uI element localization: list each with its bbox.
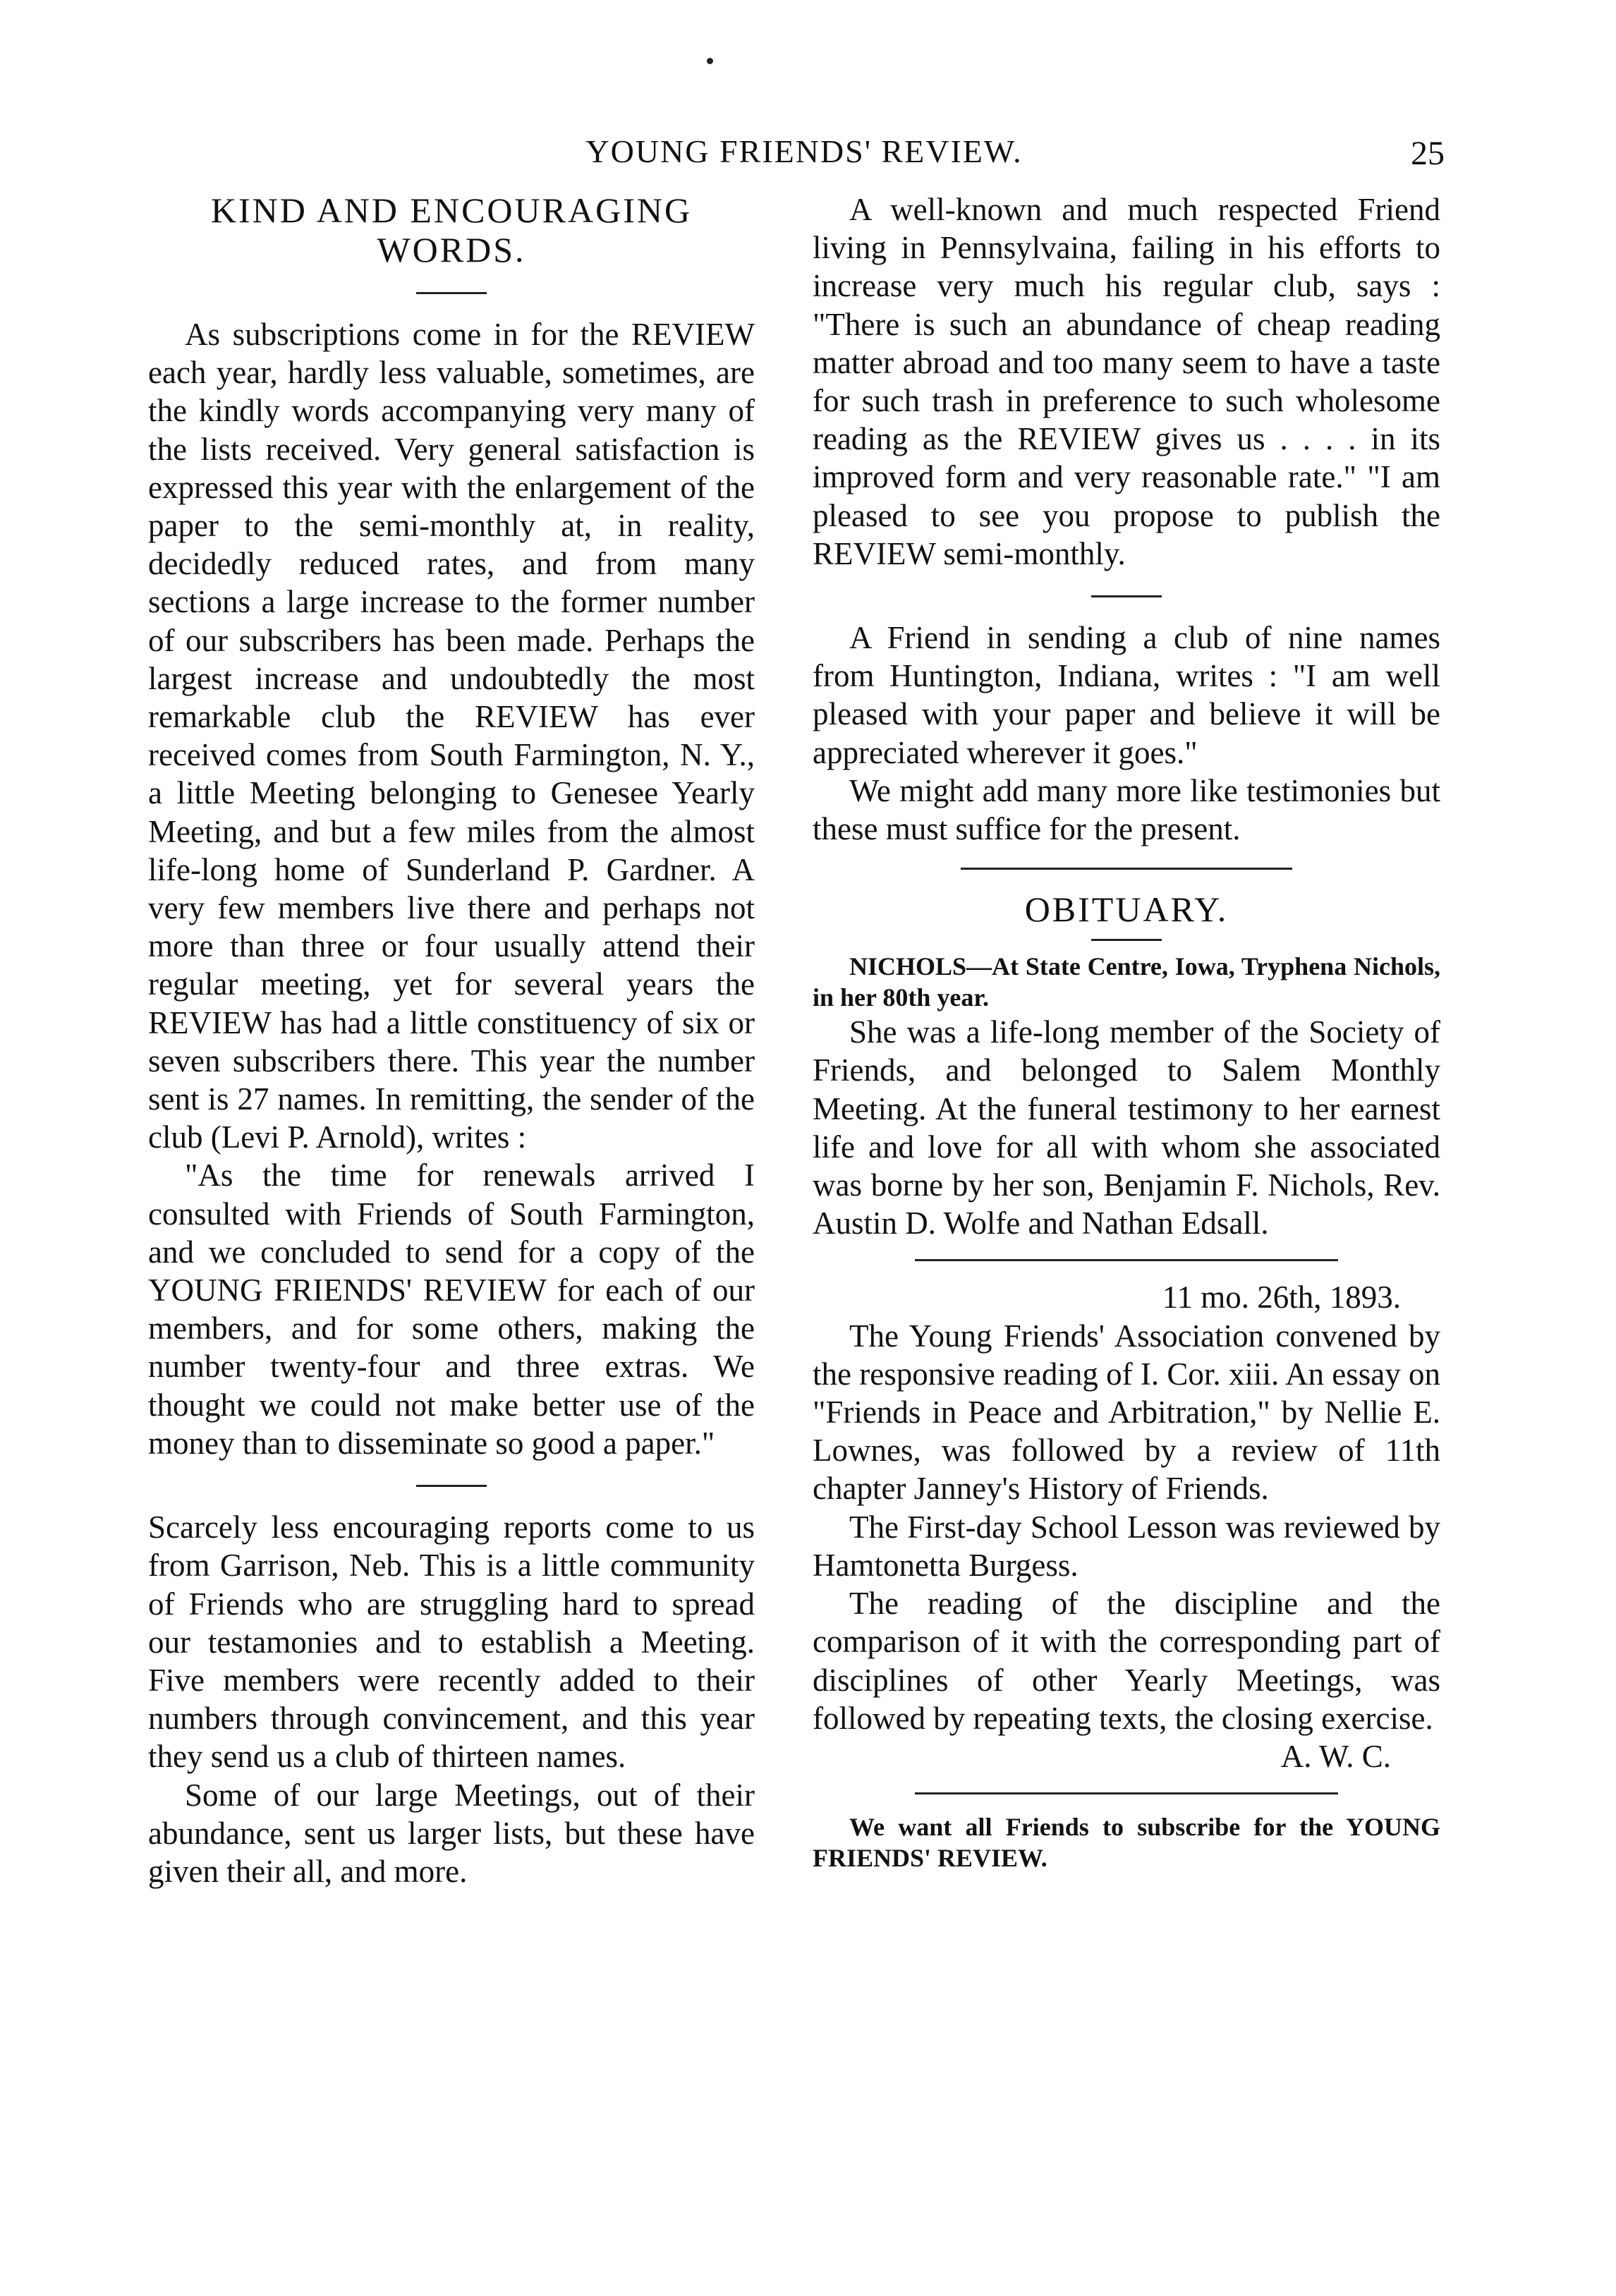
paragraph: Scarcely less encouraging reports come to us from Garrison, Neb. This is a little community of Friends who are struggling hard to spread our testamonies and to establish a Meeting. Five members were recently added to their numbers through convincement, and this year they send us a club of thirteen names. — [148, 1510, 755, 1775]
paragraph: Some of our large Meetings, out of their abundance, sent us larger lists, but these have given their all, and more. — [148, 1777, 755, 1889]
obituary-title: OBITUARY. — [1024, 889, 1229, 930]
right-column — [813, 190, 1440, 1873]
paragraph: A well-known and much respected Friend living in Pennsylvaina, failing in his efforts to increase very much his regular club, says : "There is such an abundance of cheap reading matter abroad and too many seem to have a taste for such trash in preference to such wholesome reading as the REVIEW gives us . . . . in its improved form and very reasonable rate." "I am pleased to see you propose to publish the REVIEW semi-monthly. — [813, 192, 1440, 571]
obituary-notice: NICHOLS—At State Centre, Iowa, Tryphena Nichols, in her 80th year. — [813, 952, 1440, 1012]
paragraph: The Young Friends' Association convened by the responsive reading of I. Cor. xiii. An essay on "Friends in Peace and Arbitration," by Nellie E. Lownes, was followed by a review of 11th chapter Janney's History of Friends. — [813, 1318, 1440, 1507]
paragraph: "As the time for renewals arrived I consulted with Friends of South Farmington, and we concluded to send for a copy of the YOUNG FRIENDS' REVIEW for each of our members, and for some others, making the number twenty-four and three extras. We thought we could not make better use of the money than to disseminate so good a paper." — [148, 1158, 755, 1461]
print-speck — [707, 58, 713, 64]
divider — [1091, 595, 1162, 597]
running-head: YOUNG FRIENDS' REVIEW. — [585, 133, 1023, 169]
paragraph: We might add many more like testimonies but these must suffice for the present. — [813, 772, 1440, 847]
dateline: 11 mo. 26th, 1893. — [1162, 1280, 1401, 1316]
left-column — [148, 190, 755, 1890]
divider — [1091, 939, 1162, 941]
paragraph: The First-day School Lesson was reviewed by Hamtonetta Burgess. — [813, 1509, 1440, 1583]
paragraph: The reading of the discipline and the comparison of it with the corresponding part of disciplines of other Yearly Meetings, was followed by repeating texts, the closing exercise. — [813, 1586, 1440, 1736]
paragraph: A Friend in sending a club of nine names from Huntington, Indiana, writes : "I am well pleased with your paper and believe it will be appreciated wherever it goes." — [813, 620, 1440, 770]
divider — [915, 1792, 1338, 1794]
footer-note: We want all Friends to subscribe for the YOUNG FRIENDS' REVIEW. — [813, 1813, 1440, 1873]
paragraph: She was a life-long member of the Society of Friends, and belonged to Salem Monthly Meeting. At the funeral testimony to her earnest life and love for all with whom she associated was borne by her son, Benjamin F. Nichols, Rev. Austin D. Wolfe and Nathan Edsall. — [813, 1014, 1440, 1241]
signature: A. W. C. — [1280, 1738, 1391, 1774]
divider — [416, 292, 487, 294]
divider — [416, 1485, 487, 1487]
divider — [961, 868, 1292, 870]
article-title-line-1: KIND AND ENCOURAGING — [210, 190, 693, 230]
article-title — [148, 190, 755, 269]
paragraph: As subscriptions come in for the REVIEW each year, hardly less valuable, sometimes, are the kindly words accompanying very many of the lists received. Very general satisfaction is expressed this year with the enlargement of the paper to the semi-monthly at, in reality, decidedly reduced rates, and from many sections a large increase to the former number of our subscribers has been made. Perhaps the largest increase and undoubtedly the most remarkable club the REVIEW has ever received comes from South Farmington, N. Y., a little Meeting belonging to Genesee Yearly Meeting, and but a few miles from the almost life-long home of Sunderland P. Gardner. A very few members live there and perhaps not more than three or four usually attend their regular meeting, yet for several years the REVIEW has had a little constituency of six or seven subscribers there. This year the number sent is 27 names. In remitting, the sender of the club (Levi P. Arnold), writes : — [148, 317, 755, 1155]
divider — [915, 1259, 1338, 1261]
article-title-line-2: WORDS. — [377, 230, 526, 269]
page-number: 25 — [1411, 135, 1445, 172]
